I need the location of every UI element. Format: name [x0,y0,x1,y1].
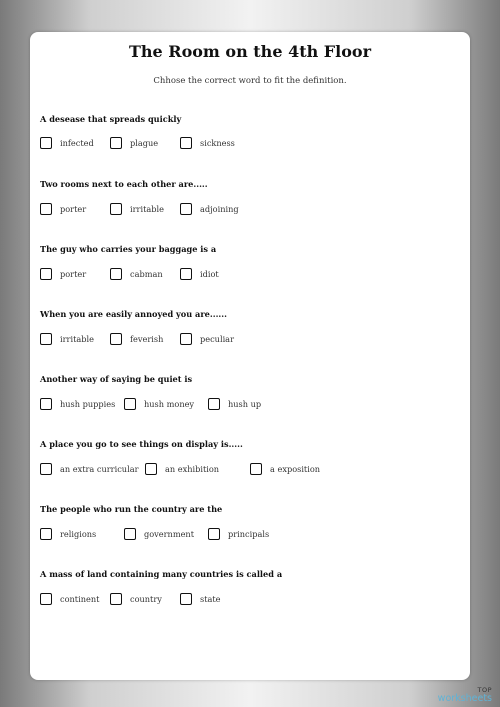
question-8-prompt: A mass of land containing many countries is called a [40,569,283,579]
q7-option-3[interactable]: principals [208,528,269,540]
checkbox[interactable] [110,593,122,605]
worksheet-card [30,32,470,680]
checkbox[interactable] [124,398,136,410]
topworksheets-logo [438,687,492,703]
worksheet-title: The Room on the 4th Floor [128,42,371,61]
checkbox[interactable] [208,398,220,410]
checkbox[interactable] [40,203,52,215]
checkbox[interactable] [180,333,192,345]
q3-option-1[interactable]: porter [40,268,86,280]
q7-option-2[interactable]: government [124,528,194,540]
checkbox[interactable] [208,528,220,540]
logo-top-text: TOP [477,686,492,694]
q8-option-1[interactable]: continent [40,593,99,605]
checkbox[interactable] [110,203,122,215]
question-1-prompt: A desease that spreads quickly [40,114,182,124]
q5-option-3[interactable]: hush up [208,398,261,410]
checkbox[interactable] [40,528,52,540]
question-6-prompt: A place you go to see things on display is..... [40,439,243,449]
question-2-prompt: Two rooms next to each other are..... [40,179,208,189]
checkbox[interactable] [180,268,192,280]
q8-option-2[interactable]: country [110,593,162,605]
checkbox[interactable] [250,463,262,475]
checkbox[interactable] [180,203,192,215]
q4-option-3[interactable]: peculiar [180,333,234,345]
checkbox[interactable] [180,137,192,149]
checkbox[interactable] [40,593,52,605]
logo-bottom-text: worksheets [437,692,492,704]
q7-option-1[interactable]: religions [40,528,96,540]
checkbox[interactable] [40,333,52,345]
checkbox[interactable] [110,137,122,149]
q5-option-2[interactable]: hush money [124,398,194,410]
checkbox[interactable] [40,268,52,280]
q2-option-1[interactable]: porter [40,203,86,215]
q2-option-2[interactable]: irritable [110,203,164,215]
q2-option-3[interactable]: adjoining [180,203,239,215]
question-3-prompt: The guy who carries your baggage is a [40,244,217,254]
q3-option-3[interactable]: idiot [180,268,219,280]
q1-option-2[interactable]: plague [110,137,158,149]
worksheet-instructions: Chhose the correct word to fit the definition. [153,76,347,86]
checkbox[interactable] [180,593,192,605]
checkbox[interactable] [40,137,52,149]
q4-option-2[interactable]: feverish [110,333,163,345]
checkbox[interactable] [40,463,52,475]
q1-option-3[interactable]: sickness [180,137,235,149]
q3-option-2[interactable]: cabman [110,268,163,280]
q6-option-2[interactable]: an exhibition [145,463,219,475]
checkbox[interactable] [110,268,122,280]
question-4-prompt: When you are easily annoyed you are...... [40,309,227,319]
q4-option-1[interactable]: irritable [40,333,94,345]
q1-option-1[interactable]: infected [40,137,94,149]
q6-option-3[interactable]: a exposition [250,463,320,475]
q6-option-1[interactable]: an extra curricular [40,463,139,475]
checkbox[interactable] [40,398,52,410]
checkbox[interactable] [110,333,122,345]
question-5-prompt: Another way of saying be quiet is [40,374,193,384]
checkbox[interactable] [145,463,157,475]
question-7-prompt: The people who run the country are the [40,504,223,514]
q5-option-1[interactable]: hush puppies [40,398,115,410]
checkbox[interactable] [124,528,136,540]
q8-option-3[interactable]: state [180,593,221,605]
